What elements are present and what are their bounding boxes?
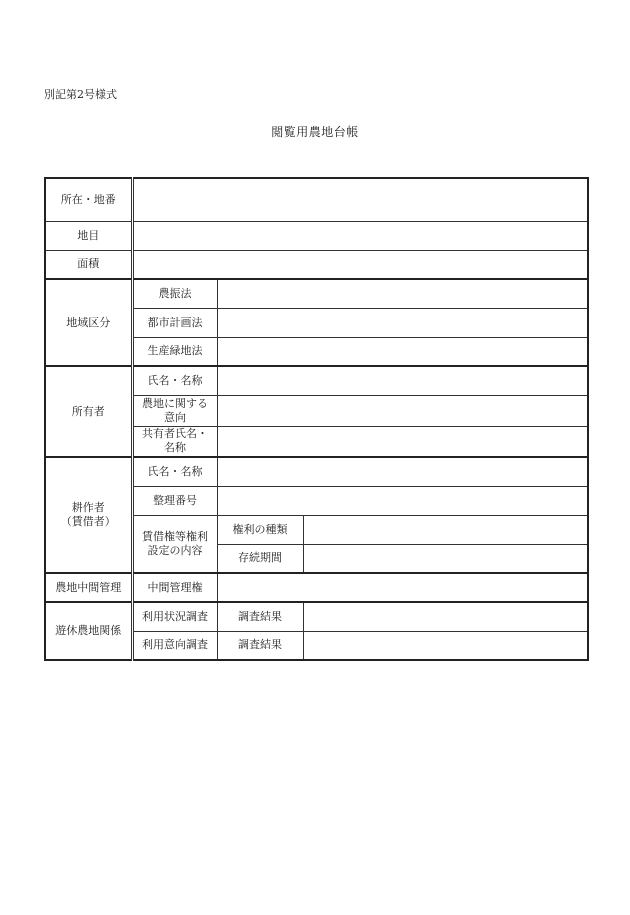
intention-survey-result-label: 調査結果 [217, 631, 303, 660]
city-planning-law-label: 都市計画法 [132, 308, 217, 337]
row-owner-name [45, 366, 588, 395]
city-planning-law-value-cell [217, 308, 588, 337]
row-idle-usage [45, 602, 588, 631]
duration-label: 存続期間 [217, 544, 303, 573]
zoning-label: 地域区分 [45, 279, 132, 366]
green-land-law-value-cell [217, 337, 588, 366]
green-land-law-label: 生産緑地法 [132, 337, 217, 366]
usage-survey-label: 利用状況調査 [132, 602, 217, 631]
intention-survey-result-value-cell [303, 631, 588, 660]
nouson-law-label: 農振法 [132, 279, 217, 308]
right-type-label: 権利の種類 [217, 515, 303, 544]
owner-intention-value-cell [217, 395, 588, 426]
intermediate-right-label: 中間管理権 [132, 573, 217, 602]
reference-no-value-cell [217, 486, 588, 515]
cultivator-label-line2: （賃借者） [60, 515, 116, 528]
land-category-label: 地目 [45, 221, 132, 250]
row-zoning-nouson [45, 279, 588, 308]
cultivator-label-line1: 耕作者 [71, 501, 105, 514]
lease-content-label [132, 515, 217, 573]
row-location [45, 178, 588, 221]
owner-intention-line2: 意向 [164, 410, 186, 424]
owner-name-value-cell [217, 366, 588, 395]
owner-label: 所有者 [45, 366, 132, 457]
co-owner-line2: 名称 [164, 441, 186, 455]
row-cultivator-name [45, 457, 588, 486]
usage-survey-result-label: 調査結果 [217, 602, 303, 631]
co-owner-line1: 共有者氏名・ [142, 427, 208, 441]
lease-content-line2: 設定の内容 [147, 543, 203, 557]
duration-value-cell [303, 544, 588, 573]
document-title: 閲覧用農地台帳 [271, 125, 359, 139]
usage-survey-result-value-cell [303, 602, 588, 631]
cultivator-name-label: 氏名・名称 [132, 457, 217, 486]
owner-intention-line1: 農地に関する [142, 396, 208, 410]
cultivator-label [45, 457, 132, 573]
row-land-category [45, 221, 588, 250]
owner-name-label: 氏名・名称 [132, 366, 217, 395]
co-owner-label [132, 426, 217, 457]
row-intermediate [45, 573, 588, 602]
form-id-label: 別記第2号様式 [44, 88, 117, 101]
location-label: 所在・地番 [45, 178, 132, 221]
intermediate-label: 農地中間管理 [45, 573, 132, 602]
co-owner-value-cell [217, 426, 588, 457]
owner-intention-label [132, 395, 217, 426]
lease-content-line1: 賃借権等権利 [142, 529, 208, 543]
row-area [45, 250, 588, 279]
nouson-law-value-cell [217, 279, 588, 308]
idle-land-label: 遊休農地関係 [45, 602, 132, 660]
right-type-value-cell [303, 515, 588, 544]
intermediate-right-value-cell [217, 573, 588, 602]
land-category-value-cell [132, 221, 588, 250]
farmland-ledger-table [44, 177, 589, 661]
intention-survey-label: 利用意向調査 [132, 631, 217, 660]
reference-no-label: 整理番号 [132, 486, 217, 515]
cultivator-name-value-cell [217, 457, 588, 486]
area-label: 面積 [45, 250, 132, 279]
area-value-cell [132, 250, 588, 279]
location-value-cell [132, 178, 588, 221]
